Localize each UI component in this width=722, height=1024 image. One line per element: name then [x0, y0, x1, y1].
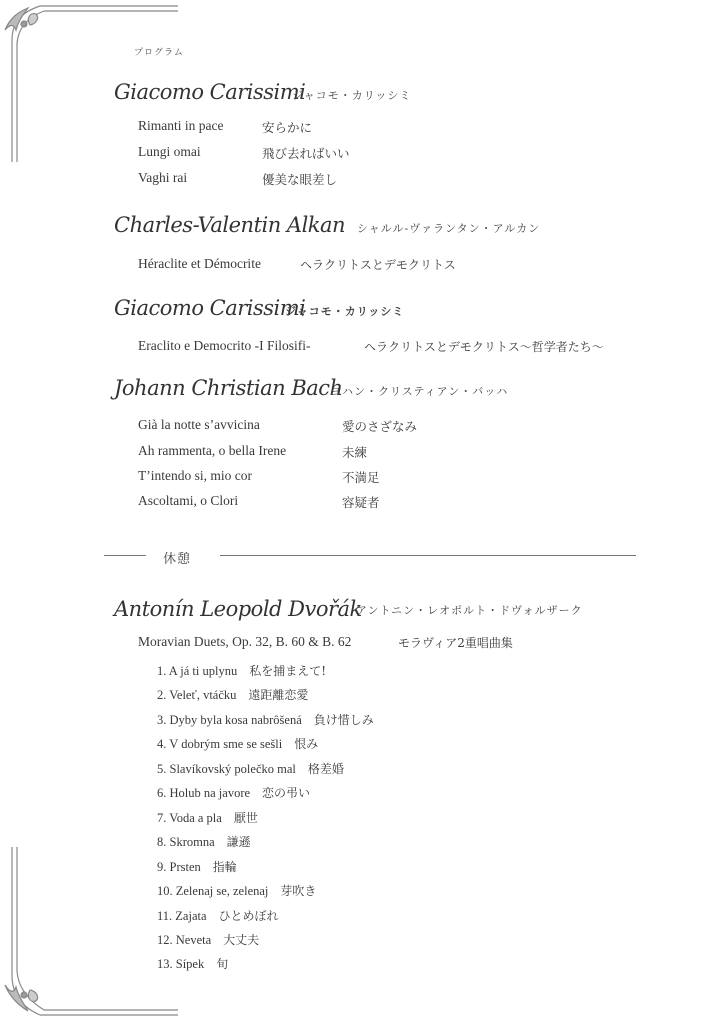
duet-title: 10. Zelenaj se, zelenaj [157, 884, 269, 898]
duet-title-ja: 謙遜 [226, 835, 251, 849]
duet-item [157, 955, 228, 972]
composer-name: Antonín Leopold Dvořák [114, 597, 362, 621]
duet-item [157, 711, 374, 728]
composer-name: Giacomo Carissimi [114, 80, 306, 104]
piece-title-ja: 愛のさざなみ [342, 419, 418, 434]
piece-title-ja: 飛び去ればいい [262, 146, 350, 161]
duet-item [157, 784, 310, 801]
piece-title: Rimanti in pace [138, 118, 224, 133]
duet-title-ja: 負け惜しみ [313, 713, 374, 727]
piece-title: Ascoltami, o Clori [138, 493, 239, 508]
piece-title-ja: ヘラクリトスとデモクリトス [300, 258, 456, 272]
duet-title: 7. Voda a pla [157, 811, 222, 825]
duet-title-ja: 恨み [294, 737, 319, 751]
piece-title-ja: ヘラクリトスとデモクリトス～哲学者たち～ [364, 340, 604, 354]
composer-name: Giacomo Carissimi [114, 296, 306, 320]
duet-title-ja: 厭世 [233, 811, 258, 825]
intermission-label: 休憩 [163, 552, 192, 567]
duet-title-ja: ひとめぼれ [218, 909, 279, 923]
piece-title: Ah rammenta, o bella Irene [138, 443, 287, 458]
duet-title: 3. Dyby byla kosa nabrôšená [157, 713, 302, 727]
duet-title: 9. Prsten [157, 860, 201, 874]
work-title-ja: モラヴィア2重唱曲集 [398, 636, 513, 650]
duet-item [157, 735, 318, 752]
piece-title: Eraclito e Democrito -I Filosifi- [138, 338, 311, 353]
piece-title: T’intendo si, mio cor [138, 468, 252, 483]
duet-item [157, 686, 308, 703]
duet-title-ja: 遠距離恋愛 [248, 688, 309, 702]
composer-name-ja: ヨハン・クリスティアン・バッハ [330, 385, 509, 398]
duet-title: 4. V dobrým sme se sešli [157, 737, 283, 751]
piece-title-ja: 容疑者 [342, 495, 380, 510]
duet-title: 5. Slavíkovský polečko mal [157, 762, 296, 776]
duet-item [157, 931, 259, 948]
duet-title: 11. Zajata [157, 909, 207, 923]
duet-item [157, 662, 326, 679]
intermission-divider-left [104, 555, 146, 556]
piece-title: Héraclite et Démocrite [138, 256, 261, 271]
duet-title: 8. Skromna [157, 835, 215, 849]
composer-name-ja: シャルル-ヴァランタン・アルカン [357, 222, 541, 235]
duet-title-ja: 大丈夫 [223, 933, 260, 947]
work-title: Moravian Duets, Op. 32, B. 60 & B. 62 [138, 634, 352, 649]
duet-item [157, 760, 344, 777]
duet-item [157, 907, 279, 924]
piece-title: Già la notte s’avvicina [138, 417, 260, 432]
duet-item [157, 858, 237, 875]
intermission-divider-right [220, 555, 636, 556]
piece-title-ja: 安らかに [262, 120, 313, 135]
duet-title-ja: 格差婚 [307, 762, 344, 776]
duet-item [157, 809, 258, 826]
duet-title: 6. Holub na javore [157, 786, 251, 800]
duet-title-ja: 芽吹き [280, 884, 317, 898]
duet-title: 1. A já ti uplynu [157, 664, 238, 678]
duet-title: 12. Neveta [157, 933, 212, 947]
composer-name: Charles-Valentin Alkan [114, 213, 346, 237]
piece-title: Lungi omai [138, 144, 201, 159]
piece-title: Vaghi rai [138, 170, 188, 185]
duet-title-ja: 私を捕まえて! [249, 664, 327, 678]
program-label: プログラム [134, 48, 184, 58]
composer-name-ja: ジャコモ・カリッシミ [292, 89, 412, 102]
composer-name: Johann Christian Bach [114, 376, 343, 400]
piece-title-ja: 不満足 [342, 470, 380, 485]
piece-title-ja: 未練 [342, 445, 368, 460]
duet-title: 13. Sípek [157, 957, 205, 971]
duet-item [157, 882, 316, 899]
corner-ornament-bottom-left-icon [0, 845, 180, 1024]
duet-title-ja: 恋の弔い [262, 786, 311, 800]
piece-title-ja: 優美な眼差し [262, 172, 338, 187]
duet-title-ja: 旬 [216, 957, 229, 971]
duet-title: 2. Veleť, vtáčku [157, 688, 237, 702]
composer-name-ja: アントニン・レオポルト・ドヴォルザーク [356, 604, 583, 617]
composer-name-ja: ジャコモ・カリッシミ [285, 305, 405, 318]
duet-title-ja: 指輪 [212, 860, 237, 874]
duet-item [157, 833, 251, 850]
